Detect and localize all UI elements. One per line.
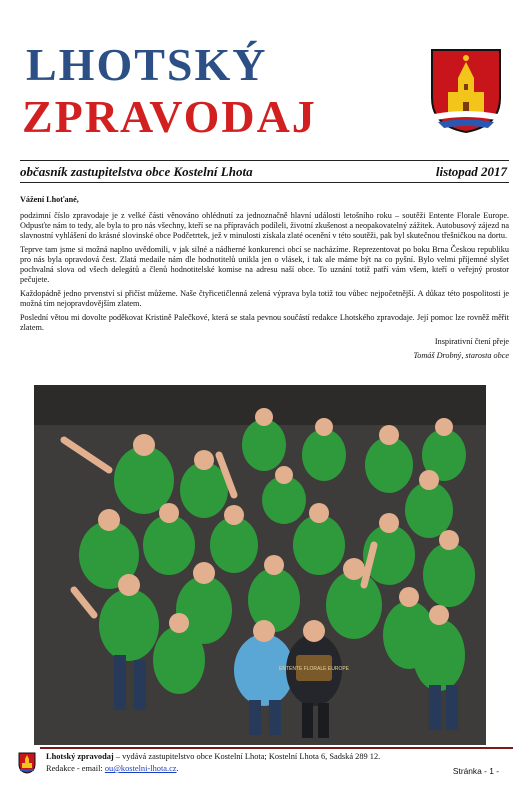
letter-paragraph: podzimní číslo zpravodaje je z velké části věnováno ohlédnutí za jednoznačně hlavní události letošního roku – soutěži Entente Florale Europe. Odpusťte nám to tedy, ale byla to pro nás všechny, kteří se na přípravách podíleli, životní zkušenost a neopakovatelný zážitek. Autobusový zájezd na slavnostní vyhlášení do krásné slovinské obce Podčetrtek, jež v minulosti získala zlaté ocenění v této soutěži, pak byl skutečnou třešničkou na dortu. [20, 211, 509, 240]
footer-email-link[interactable]: ou@kostelni-lhota.cz [104, 764, 177, 773]
footer-publication-name: Lhotský zpravodaj [46, 752, 114, 761]
editorial-letter [20, 195, 509, 365]
letter-closing: Inspirativní čtení přeje [434, 337, 509, 346]
header-rule-top [20, 160, 509, 161]
footer-publisher [46, 752, 380, 761]
letter-paragraph: Poslední větou mi dovolte poděkovat Kristině Palečkové, která se stala pevnou součástí redakce Lhotského zpravodaje. Její pomoc lze rovněž měřit zlatem. [20, 313, 509, 332]
footer-coat-of-arms-icon [18, 752, 36, 774]
header-rule-bottom [20, 182, 509, 183]
plaque-text: ENTENTE FLORALE EUROPE [278, 666, 350, 672]
footer-rule [40, 747, 513, 749]
coat-of-arms-icon [430, 48, 502, 134]
footer-contact [46, 764, 179, 773]
footer-email-suffix: . [176, 764, 179, 773]
masthead-subtitle: občasník zastupitelstva obce Kostelní Lhota [20, 164, 253, 179]
letter-paragraph: Teprve tam jsme si možná naplno uvědomili, v jak silné a nádherné konkurenci obcí se nacházíme. Reprezentovat po boku Brna Českou republiku pro nás byla opravdová čest. Zlatá medaile nám dle hodnotitelů unikla jen o vlásek, i tak ale máme být na co pyšní. Bylo velmi příjemné slyšet pochvalná slova od všech delegátů a členů hodnotitelské komise na adresu naší obce. To uznání totiž patří vám všem, kteří o veřejný prostor pečujete. [20, 245, 509, 284]
masthead-title-line2: ZPRAVODAJ [22, 91, 317, 142]
group-photo-illustration [34, 385, 486, 745]
page-number: Stránka - 1 - [452, 766, 499, 776]
letter-paragraph: Každopádně jedno prvenství si přičíst můžeme. Naše čtyřicetičlenná zelená výprava byla totiž tou vůbec nejpočetnější. A důkaz této pospolitosti je možná tím nejopravdovějším zlatem. [20, 289, 509, 308]
letter-greeting: Vážení Lhoťané, [20, 195, 79, 204]
footer-publisher-text: – vydává zastupitelstvo obce Kostelní Lhota; Kostelní Lhota 6, Sadská 289 12. [113, 752, 381, 761]
footer-contact-label: Redakce - email: [46, 764, 105, 773]
masthead-title-line1: LHOTSKÝ [26, 39, 268, 90]
issue-date: listopad 2017 [435, 164, 507, 179]
group-photo [34, 385, 486, 745]
letter-signature: Tomáš Drobný, starosta obce [413, 351, 509, 360]
